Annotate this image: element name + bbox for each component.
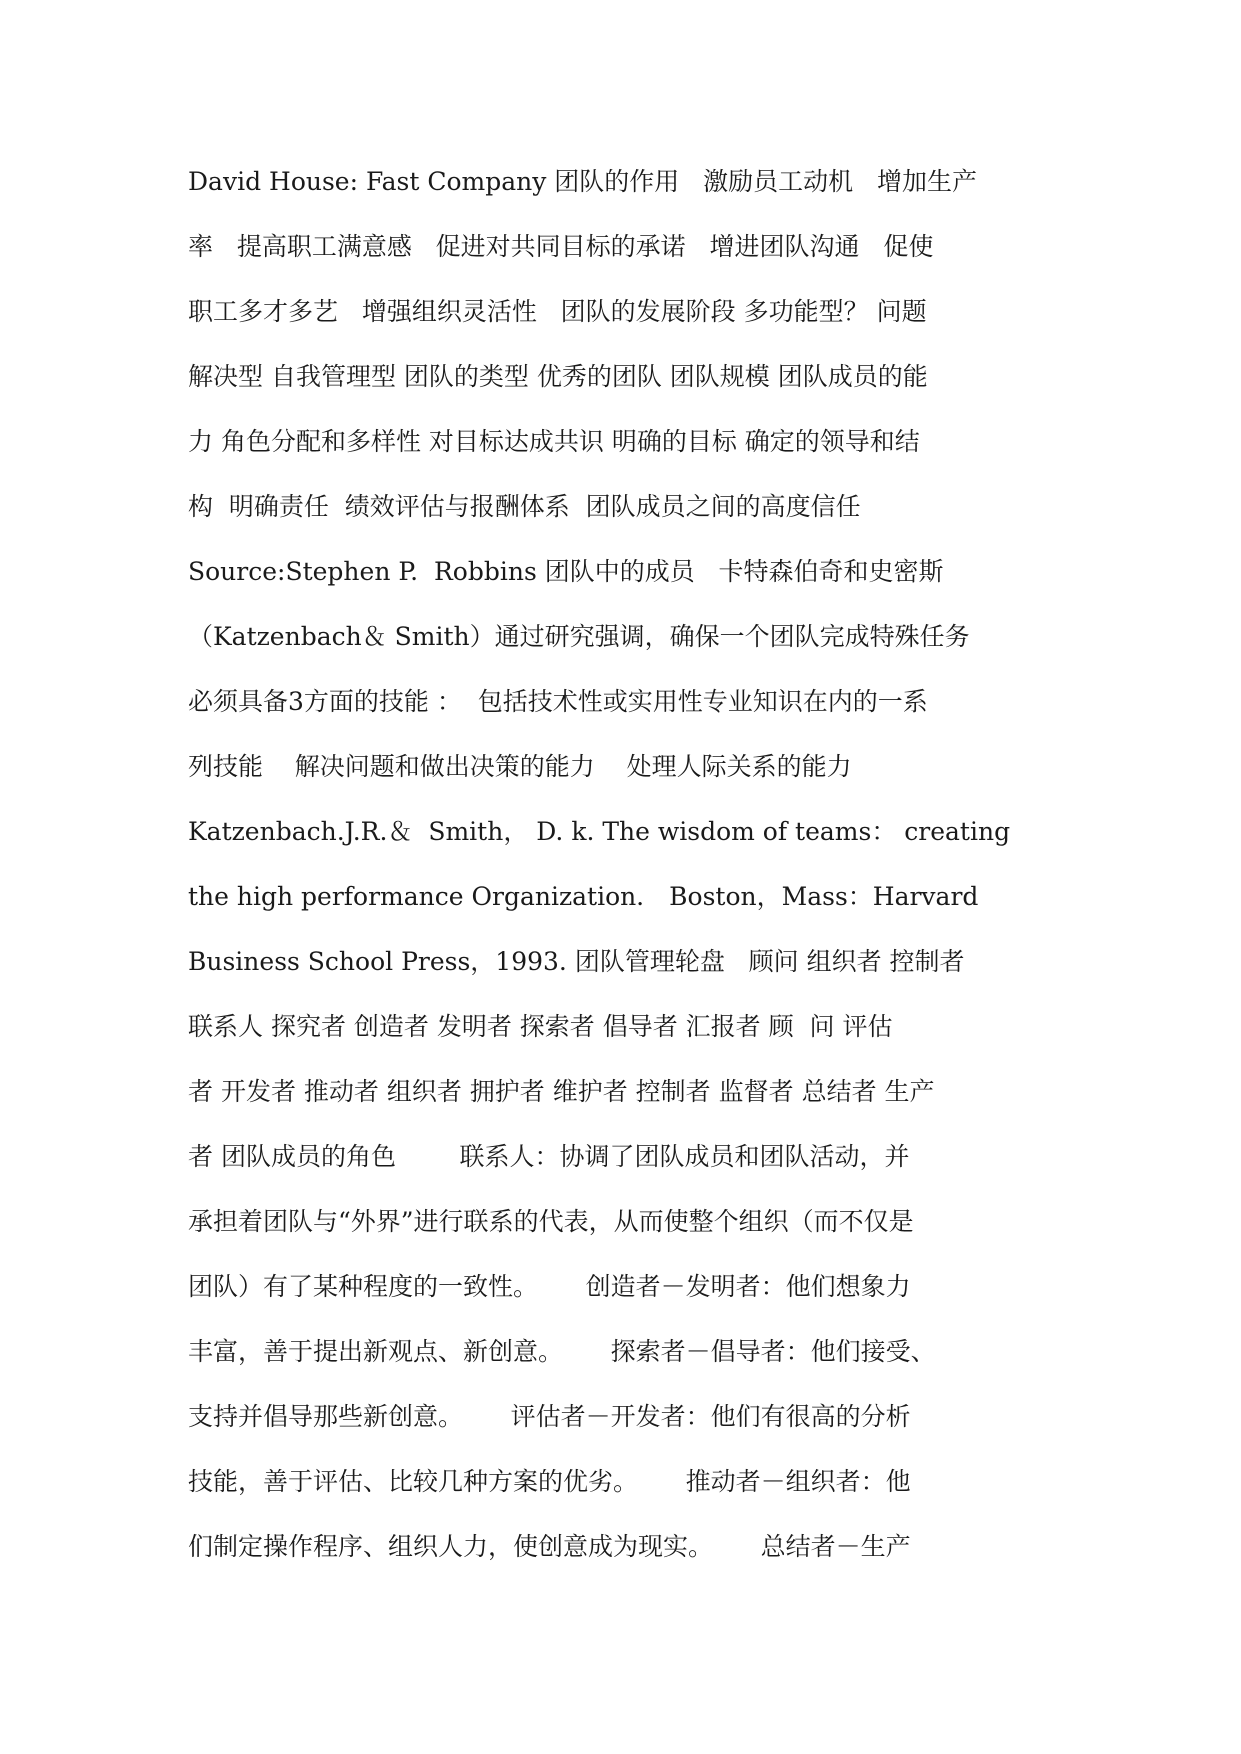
text-line: Source:Stephen P. Robbins 团队中的成员 卡特森伯奇和史密斯 [188,557,944,586]
text-line: 们制定操作程序、组织人力，使创意成为现实。 总结者－生产 [188,1532,911,1561]
text-line: 团队）有了某种程度的一致性。 创造者－发明者：他们想象力 [188,1272,911,1301]
text-line: 联系人 探究者 创造者 发明者 探索者 倡导者 汇报者 顾 问 评估 [188,1012,893,1041]
text-line: 率 提高职工满意感 促进对共同目标的承诺 增进团队沟通 促使 [188,232,934,261]
text-line: 必须具备3方面的技能 ： 包括技术性或实用性专业知识在内的一系 [188,687,928,716]
text-line: David House: Fast Company 团队的作用 激励员工动机 增加生产 [188,167,977,196]
text-line: 构 明确责任 绩效评估与报酬体系 团队成员之间的高度信任 [188,492,861,521]
text-line: 支持并倡导那些新创意。 评估者－开发者：他们有很高的分析 [188,1402,911,1431]
text-line: 列技能 解决问题和做出决策的能力 处理人际关系的能力 [188,752,852,781]
text-line: Business School Press，1993. 团队管理轮盘 顾问 组织者 控制者 [188,947,965,976]
text-line: 力 角色分配和多样性 对目标达成共识 明确的目标 确定的领导和结 [188,427,920,456]
text-line: 者 开发者 推动者 组织者 拥护者 维护者 控制者 监督者 总结者 生产 [188,1077,935,1106]
text-line: the high performance Organization． Boston，Mass：Harvard [188,882,979,911]
text-line: 者 团队成员的角色 联系人：协调了团队成员和团队活动，并 [188,1142,910,1171]
text-line: 丰富，善于提出新观点、新创意。 探索者－倡导者：他们接受、 [188,1337,936,1366]
text-line: 技能，善于评估、比较几种方案的优劣。 推动者－组织者：他 [188,1467,911,1496]
text-line: （Katzenbach＆ Smith）通过研究强调，确保一个团队完成特殊任务 [188,622,970,651]
text-line: 职工多才多艺 增强组织灵活性 团队的发展阶段 多功能型？ 问题 [188,297,927,326]
text-line: 承担着团队与“外界”进行联系的代表，从而使整个组织（而不仅是 [188,1207,914,1236]
body-text [188,156,1128,1586]
text-line: Katzenbach.J.R.＆ Smith， D. k. The wisdom of teams： creating [188,817,1011,846]
text-line: 解决型 自我管理型 团队的类型 优秀的团队 团队规模 团队成员的能 [188,362,928,391]
